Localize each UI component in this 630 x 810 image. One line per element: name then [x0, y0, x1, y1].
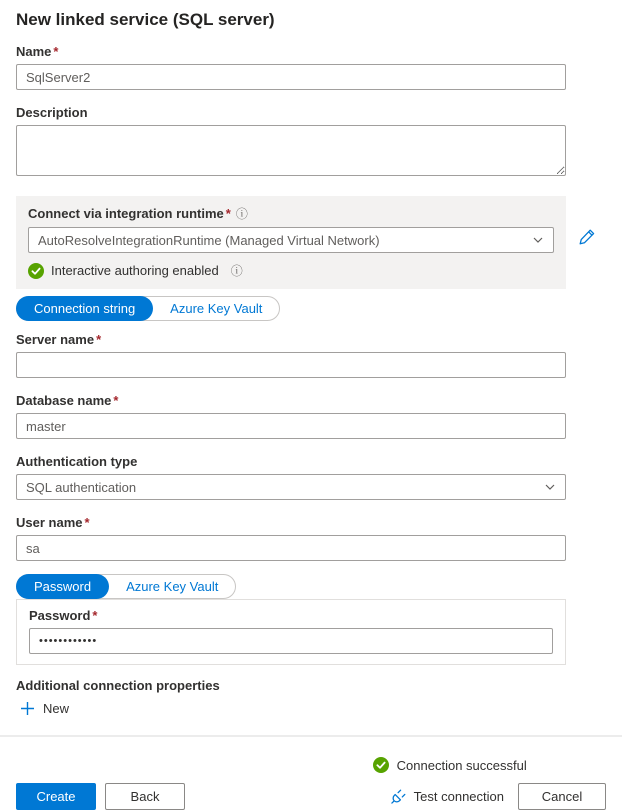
tab-connection-string[interactable]: Connection string: [16, 296, 153, 321]
credential-source-tabs: [16, 296, 280, 321]
info-icon: ⓘ: [235, 207, 248, 221]
integration-runtime-select[interactable]: [28, 227, 554, 253]
authentication-type-label: Authentication type: [16, 454, 138, 469]
test-connection-button[interactable]: [390, 788, 504, 805]
check-circle-icon: [373, 757, 389, 773]
database-name-label: Database name *: [16, 393, 119, 408]
add-property-label: New: [43, 701, 70, 716]
server-name-input[interactable]: [16, 352, 566, 378]
additional-properties-label: Additional connection properties: [16, 678, 220, 693]
required-asterisk: *: [84, 515, 90, 530]
integration-runtime-label: Connect via integration runtime * ⓘ: [28, 206, 248, 221]
password-source-tabs: [16, 574, 236, 599]
database-name-field-group: [16, 393, 566, 439]
password-label: Password *: [29, 608, 98, 623]
test-connection-label: Test connection: [413, 789, 504, 804]
connection-status-text: Connection successful: [396, 757, 527, 773]
connection-status: [373, 757, 527, 773]
back-button[interactable]: Back: [105, 783, 185, 810]
server-name-field-group: [16, 332, 566, 378]
info-icon: ⓘ: [230, 264, 243, 278]
required-asterisk: *: [113, 393, 119, 408]
plus-icon: [20, 701, 35, 716]
required-asterisk: *: [92, 608, 98, 623]
integration-runtime-value: AutoResolveIntegrationRuntime (Managed Virtual Network): [38, 232, 380, 248]
add-property-button[interactable]: [20, 701, 69, 716]
description-label: Description: [16, 105, 88, 120]
server-name-label: Server name *: [16, 332, 102, 347]
plug-icon: [390, 788, 407, 805]
cancel-button[interactable]: Cancel: [518, 783, 606, 810]
authentication-type-field-group: [16, 454, 566, 500]
user-name-field-group: [16, 515, 566, 561]
name-label: Name *: [16, 44, 59, 59]
user-name-label: User name *: [16, 515, 90, 530]
user-name-input[interactable]: [16, 535, 566, 561]
interactive-authoring-status: [28, 262, 554, 279]
create-button[interactable]: Create: [16, 783, 96, 810]
chevron-down-icon: [544, 481, 556, 493]
password-section: [16, 599, 566, 665]
name-field-group: [16, 44, 566, 90]
chevron-down-icon: [532, 234, 544, 246]
tab-password[interactable]: Password: [16, 574, 109, 599]
required-asterisk: *: [96, 332, 102, 347]
check-circle-icon: [28, 263, 44, 279]
pencil-icon: [577, 227, 597, 247]
integration-runtime-section: [16, 196, 566, 289]
required-asterisk: *: [53, 44, 59, 59]
database-name-input[interactable]: [16, 413, 566, 439]
footer: [0, 737, 630, 810]
page-title: New linked service (SQL server): [16, 10, 275, 29]
required-asterisk: *: [225, 206, 231, 221]
footer-right-actions: [373, 757, 606, 810]
interactive-authoring-text: Interactive authoring enabled: [51, 263, 219, 278]
password-input[interactable]: [29, 628, 553, 654]
name-input[interactable]: [16, 64, 566, 90]
authentication-type-select[interactable]: [16, 474, 566, 500]
new-linked-service-panel: [16, 0, 566, 721]
authentication-type-value: SQL authentication: [26, 479, 137, 495]
description-textarea[interactable]: [16, 125, 566, 176]
edit-runtime-button[interactable]: [577, 227, 597, 247]
tab-azure-key-vault[interactable]: Azure Key Vault: [126, 579, 219, 594]
description-field-group: [16, 105, 566, 181]
tab-azure-key-vault[interactable]: Azure Key Vault: [170, 301, 263, 316]
